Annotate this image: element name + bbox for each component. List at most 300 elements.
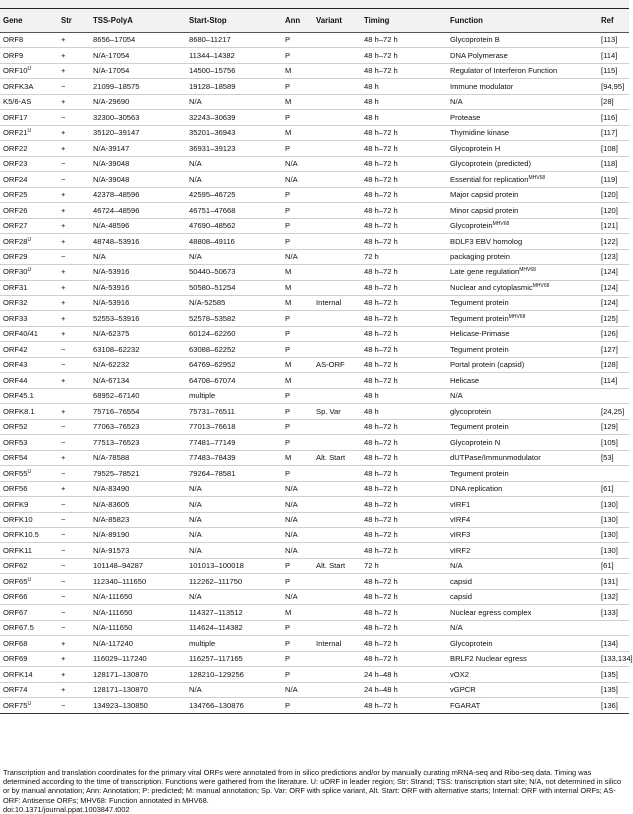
timing-cell bbox=[361, 326, 447, 341]
strand-cell bbox=[58, 156, 90, 171]
reference-cell-text: [130] bbox=[601, 499, 618, 509]
function-cell-text: vIRF1 bbox=[450, 499, 471, 509]
reference-cell bbox=[598, 636, 629, 651]
start-stop-cell bbox=[186, 79, 282, 94]
timing-cell bbox=[361, 605, 447, 620]
reference-cell bbox=[598, 466, 629, 481]
function-cell bbox=[447, 295, 598, 310]
annotation-cell bbox=[282, 543, 313, 558]
timing-cell bbox=[361, 295, 447, 310]
annotation-cell bbox=[282, 295, 313, 310]
annotation-cell-text: P bbox=[285, 236, 291, 246]
gene-cell-text: ORF17 bbox=[3, 112, 28, 122]
tss-polya-cell-text: 46724–48596 bbox=[93, 205, 140, 215]
start-stop-cell-text: 79264–78581 bbox=[189, 468, 236, 478]
strand-cell-text: − bbox=[61, 607, 66, 617]
gene-cell-text: ORF74 bbox=[3, 685, 28, 695]
reference-cell-text: [124] bbox=[601, 298, 618, 308]
table-row bbox=[0, 295, 629, 310]
annotation-cell-text: M bbox=[285, 375, 292, 385]
function-cell-text: vIRF2 bbox=[450, 545, 471, 555]
function-cell-text: Tegument protein bbox=[450, 468, 509, 478]
strand-cell-text: − bbox=[61, 514, 66, 524]
strand-cell-text: − bbox=[61, 437, 66, 447]
strand-cell bbox=[58, 497, 90, 512]
annotation-cell bbox=[282, 605, 313, 620]
tss-polya-cell bbox=[90, 574, 186, 589]
function-cell bbox=[447, 450, 598, 465]
gene-cell bbox=[0, 141, 58, 156]
strand-cell bbox=[58, 404, 90, 419]
strand-cell-text: − bbox=[61, 468, 66, 478]
strand-cell-text: + bbox=[61, 35, 66, 45]
annotation-cell bbox=[282, 558, 313, 573]
column-header: Function bbox=[447, 9, 598, 33]
start-stop-cell-text: N/A bbox=[189, 174, 202, 184]
table-row bbox=[0, 481, 629, 496]
table-row bbox=[0, 110, 629, 125]
reference-cell-text: [24,25] bbox=[601, 406, 625, 416]
function-cell-text: BRLF2 Nuclear egress bbox=[450, 654, 527, 664]
start-stop-cell-text: 75731–76511 bbox=[189, 406, 235, 416]
timing-cell bbox=[361, 63, 447, 78]
variant-cell bbox=[313, 528, 361, 543]
tss-polya-cell bbox=[90, 558, 186, 573]
strand-cell-text: + bbox=[61, 205, 66, 215]
function-cell bbox=[447, 311, 598, 326]
reference-cell bbox=[598, 373, 629, 388]
timing-cell-text: 48 h–72 h bbox=[364, 623, 398, 633]
gene-cell-text: ORF55 bbox=[3, 468, 28, 478]
tss-polya-cell bbox=[90, 528, 186, 543]
start-stop-cell bbox=[186, 373, 282, 388]
gene-cell bbox=[0, 512, 58, 527]
annotation-cell-text: P bbox=[285, 143, 291, 153]
timing-cell bbox=[361, 218, 447, 233]
strand-cell-text: + bbox=[61, 190, 66, 200]
gene-cell bbox=[0, 203, 58, 218]
tss-polya-cell-text: 77513–76523 bbox=[93, 437, 140, 447]
variant-cell bbox=[313, 33, 361, 48]
annotation-cell bbox=[282, 125, 313, 140]
reference-cell bbox=[598, 682, 629, 697]
gene-cell bbox=[0, 404, 58, 419]
timing-cell bbox=[361, 373, 447, 388]
start-stop-cell-text: 52578–53582 bbox=[189, 313, 236, 323]
gene-cell-text: ORFK11 bbox=[3, 545, 32, 555]
start-stop-cell-text: 128210–129256 bbox=[189, 669, 244, 679]
variant-cell bbox=[313, 466, 361, 481]
function-cell-text: capsid bbox=[450, 576, 472, 586]
gene-cell-text: ORF68 bbox=[3, 638, 28, 648]
start-stop-cell bbox=[186, 558, 282, 573]
reference-cell-text: [114] bbox=[601, 50, 618, 60]
annotation-cell bbox=[282, 249, 313, 264]
tss-polya-cell-text: N/A-91573 bbox=[93, 545, 130, 555]
annotation-cell-text: N/A bbox=[285, 174, 298, 184]
tss-polya-cell-text: 75716–76554 bbox=[93, 406, 140, 416]
strand-cell-text: − bbox=[61, 499, 66, 509]
function-cell bbox=[447, 512, 598, 527]
strand-cell bbox=[58, 620, 90, 635]
timing-cell-text: 48 h–72 h bbox=[364, 298, 398, 308]
gene-cell-text: ORF31 bbox=[3, 282, 28, 292]
reference-cell-text: [121] bbox=[601, 221, 618, 231]
gene-cell-superscript: U bbox=[27, 576, 32, 583]
variant-cell-text: Sp. Var bbox=[316, 406, 341, 416]
timing-cell bbox=[361, 357, 447, 372]
start-stop-cell-text: 114624–114382 bbox=[189, 623, 243, 633]
gene-cell bbox=[0, 419, 58, 434]
timing-cell bbox=[361, 249, 447, 264]
start-stop-cell-text: 36931–39123 bbox=[189, 143, 236, 153]
start-stop-cell-text: 64708–67074 bbox=[189, 375, 236, 385]
variant-cell bbox=[313, 574, 361, 589]
annotation-cell bbox=[282, 357, 313, 372]
timing-cell bbox=[361, 574, 447, 589]
annotation-cell bbox=[282, 141, 313, 156]
table-body bbox=[0, 33, 633, 714]
gene-cell bbox=[0, 682, 58, 697]
timing-cell-text: 48 h bbox=[364, 391, 379, 401]
start-stop-cell bbox=[186, 636, 282, 651]
reference-cell-text: [118] bbox=[601, 159, 618, 169]
start-stop-cell-text: 134766–130876 bbox=[189, 700, 244, 710]
function-cell-text: Tegument protein bbox=[450, 298, 509, 308]
reference-cell bbox=[598, 311, 629, 326]
reference-cell bbox=[598, 63, 629, 78]
function-cell bbox=[447, 620, 598, 635]
function-cell bbox=[447, 466, 598, 481]
reference-cell bbox=[598, 342, 629, 357]
reference-cell bbox=[598, 357, 629, 372]
strand-cell bbox=[58, 543, 90, 558]
tss-polya-cell-text: N/A-83605 bbox=[93, 499, 130, 509]
annotation-cell bbox=[282, 172, 313, 187]
reference-cell bbox=[598, 574, 629, 589]
start-stop-cell bbox=[186, 651, 282, 666]
reference-cell-text: [124] bbox=[601, 267, 618, 277]
function-cell bbox=[447, 156, 598, 171]
annotation-cell bbox=[282, 218, 313, 233]
reference-cell bbox=[598, 156, 629, 171]
function-cell bbox=[447, 48, 598, 63]
column-header: Variant bbox=[313, 9, 361, 33]
tss-polya-cell-text: 134923–130850 bbox=[93, 700, 148, 710]
tss-polya-cell bbox=[90, 543, 186, 558]
tss-polya-cell-text: N/A-83490 bbox=[93, 484, 130, 494]
strand-cell bbox=[58, 203, 90, 218]
tss-polya-cell bbox=[90, 79, 186, 94]
variant-cell bbox=[313, 388, 361, 403]
strand-cell-text: − bbox=[61, 592, 66, 602]
reference-cell-text: [128] bbox=[601, 360, 618, 370]
variant-cell-text: Internal bbox=[316, 638, 342, 648]
strand-cell-text: − bbox=[61, 112, 66, 122]
table-row bbox=[0, 543, 629, 558]
timing-cell bbox=[361, 497, 447, 512]
timing-cell bbox=[361, 667, 447, 682]
tss-polya-cell-text: N/A-39147 bbox=[93, 143, 130, 153]
strand-cell-text: + bbox=[61, 329, 66, 339]
variant-cell bbox=[313, 404, 361, 419]
function-cell-text: Glycoprotein bbox=[450, 638, 493, 648]
table-row bbox=[0, 466, 629, 481]
annotation-cell bbox=[282, 373, 313, 388]
strand-cell bbox=[58, 636, 90, 651]
function-cell-text: Portal protein (capsid) bbox=[450, 360, 525, 370]
reference-cell bbox=[598, 388, 629, 403]
annotation-cell-text: N/A bbox=[285, 252, 298, 261]
tss-polya-cell bbox=[90, 172, 186, 187]
gene-cell-text: ORF62 bbox=[3, 561, 28, 571]
table-row bbox=[0, 342, 629, 357]
gene-cell bbox=[0, 234, 58, 249]
strand-cell-text: − bbox=[61, 81, 66, 91]
start-stop-cell-text: 48808–49116 bbox=[189, 236, 235, 246]
reference-cell bbox=[598, 295, 629, 310]
start-stop-cell-text: 11344–14382 bbox=[189, 50, 235, 60]
start-stop-cell-text: 19128–18589 bbox=[189, 81, 236, 91]
annotation-cell-text: P bbox=[285, 437, 291, 447]
reference-cell-text: [94,95] bbox=[601, 81, 625, 91]
timing-cell-text: 48 h–72 h bbox=[364, 174, 398, 184]
annotation-cell bbox=[282, 187, 313, 202]
start-stop-cell-text: 35201–36943 bbox=[189, 128, 236, 138]
strand-cell-text: + bbox=[61, 484, 66, 494]
variant-cell bbox=[313, 156, 361, 171]
table-row bbox=[0, 620, 629, 635]
strand-cell bbox=[58, 63, 90, 78]
start-stop-cell bbox=[186, 388, 282, 403]
tss-polya-cell bbox=[90, 33, 186, 48]
tss-polya-cell-text: N/A-17054 bbox=[93, 50, 130, 60]
strand-cell-text: + bbox=[61, 453, 66, 463]
timing-cell-text: 48 h bbox=[364, 112, 379, 122]
table-row bbox=[0, 558, 629, 573]
reference-cell bbox=[598, 125, 629, 140]
annotation-cell-text: P bbox=[285, 205, 291, 215]
variant-cell bbox=[313, 172, 361, 187]
start-stop-cell bbox=[186, 620, 282, 635]
tss-polya-cell-text: N/A-53916 bbox=[93, 282, 130, 292]
reference-cell-text: [135] bbox=[601, 685, 618, 695]
strand-cell bbox=[58, 280, 90, 295]
tss-polya-cell-text: N/A-85823 bbox=[93, 514, 130, 524]
gene-cell-text: ORF44 bbox=[3, 375, 28, 385]
timing-cell bbox=[361, 187, 447, 202]
gene-cell-text: ORF21 bbox=[3, 128, 28, 138]
gene-cell-text: ORF8 bbox=[3, 35, 24, 45]
gene-cell-text: ORF9 bbox=[3, 50, 24, 60]
timing-cell bbox=[361, 156, 447, 171]
function-cell-text: Essential for replication bbox=[450, 174, 529, 184]
start-stop-cell bbox=[186, 435, 282, 450]
variant-cell bbox=[313, 295, 361, 310]
timing-cell-text: 48 h–72 h bbox=[364, 576, 398, 586]
variant-cell bbox=[313, 311, 361, 326]
strand-cell bbox=[58, 110, 90, 125]
function-cell-text: Nuclear egress complex bbox=[450, 607, 532, 617]
tss-polya-cell bbox=[90, 605, 186, 620]
function-cell-text: Tegument protein bbox=[450, 422, 509, 432]
strand-cell-text: − bbox=[61, 344, 66, 354]
reference-cell bbox=[598, 141, 629, 156]
tss-polya-cell bbox=[90, 280, 186, 295]
timing-cell-text: 48 h–72 h bbox=[364, 50, 398, 60]
gene-cell-text: ORF29 bbox=[3, 252, 28, 261]
tss-polya-cell bbox=[90, 636, 186, 651]
variant-cell bbox=[313, 620, 361, 635]
function-cell bbox=[447, 528, 598, 543]
timing-cell-text: 48 h–72 h bbox=[364, 592, 398, 602]
function-cell bbox=[447, 357, 598, 372]
variant-cell bbox=[313, 342, 361, 357]
function-cell-text: DNA Polymerase bbox=[450, 50, 508, 60]
strand-cell-text: + bbox=[61, 50, 66, 60]
reference-cell-text: [127] bbox=[601, 344, 618, 354]
timing-cell-text: 48 h–72 h bbox=[364, 499, 398, 509]
reference-cell bbox=[598, 110, 629, 125]
gene-cell bbox=[0, 342, 58, 357]
table-row bbox=[0, 589, 629, 604]
tss-polya-cell bbox=[90, 497, 186, 512]
tss-polya-cell bbox=[90, 249, 186, 264]
function-cell-text: Protease bbox=[450, 112, 481, 122]
table-row bbox=[0, 94, 629, 109]
annotation-cell-text: P bbox=[285, 669, 291, 679]
start-stop-cell bbox=[186, 187, 282, 202]
timing-cell bbox=[361, 79, 447, 94]
gene-cell bbox=[0, 466, 58, 481]
strand-cell-text: + bbox=[61, 313, 66, 323]
annotation-cell-text: P bbox=[285, 391, 291, 401]
function-cell-superscript: MHV68 bbox=[508, 313, 526, 320]
strand-cell bbox=[58, 342, 90, 357]
tss-polya-cell-text: 32300–30563 bbox=[93, 112, 140, 122]
gene-cell-text: ORFK8.1 bbox=[3, 406, 35, 416]
timing-cell-text: 48 h–72 h bbox=[364, 66, 398, 76]
table-row bbox=[0, 156, 629, 171]
tss-polya-cell-text: 63108–62232 bbox=[93, 344, 140, 354]
table-row bbox=[0, 419, 629, 434]
tss-polya-cell bbox=[90, 682, 186, 697]
start-stop-cell bbox=[186, 280, 282, 295]
doi-label: doi:10.1371/journal.ppat.1003847.t002 bbox=[3, 804, 130, 814]
tss-polya-cell bbox=[90, 187, 186, 202]
start-stop-cell-text: 114327–113512 bbox=[189, 607, 243, 617]
annotation-cell bbox=[282, 94, 313, 109]
strand-cell bbox=[58, 357, 90, 372]
timing-cell bbox=[361, 141, 447, 156]
table-row bbox=[0, 528, 629, 543]
reference-cell-text: [130] bbox=[601, 530, 618, 540]
column-header: Start-Stop bbox=[186, 9, 282, 33]
function-cell bbox=[447, 187, 598, 202]
table-top-rule bbox=[0, 0, 629, 9]
strand-cell-text: − bbox=[61, 623, 66, 633]
timing-cell-text: 24 h–48 h bbox=[364, 669, 398, 679]
strand-cell bbox=[58, 141, 90, 156]
start-stop-cell-text: 116257–117165 bbox=[189, 654, 243, 664]
function-cell-text: Immune modulator bbox=[450, 81, 514, 91]
annotation-cell-text: P bbox=[285, 50, 291, 60]
annotation-cell bbox=[282, 265, 313, 280]
tss-polya-cell-text: N/A-62232 bbox=[93, 360, 130, 370]
tss-polya-cell bbox=[90, 419, 186, 434]
annotation-cell bbox=[282, 574, 313, 589]
start-stop-cell bbox=[186, 342, 282, 357]
gene-cell-superscript: U bbox=[27, 66, 32, 73]
strand-cell bbox=[58, 528, 90, 543]
timing-cell-text: 48 h–72 h bbox=[364, 360, 398, 370]
annotation-cell bbox=[282, 651, 313, 666]
timing-cell-text: 48 h–72 h bbox=[364, 545, 398, 555]
tss-polya-cell-text: 77063–76523 bbox=[93, 422, 140, 432]
start-stop-cell-text: 46751–47668 bbox=[189, 205, 236, 215]
start-stop-cell bbox=[186, 110, 282, 125]
tss-polya-cell-text: N/A-89190 bbox=[93, 530, 130, 540]
tss-polya-cell-text: N/A-39048 bbox=[93, 159, 130, 169]
start-stop-cell bbox=[186, 125, 282, 140]
gene-cell-text: ORF42 bbox=[3, 344, 28, 354]
gene-cell-text: ORFK3A bbox=[3, 81, 34, 91]
annotation-cell-text: P bbox=[285, 700, 291, 710]
table-row bbox=[0, 450, 629, 465]
reference-cell-text: [124] bbox=[601, 282, 618, 292]
tss-polya-cell bbox=[90, 404, 186, 419]
annotation-cell-text: P bbox=[285, 112, 291, 122]
strand-cell-text: − bbox=[61, 422, 66, 432]
annotation-cell-text: P bbox=[285, 190, 291, 200]
gene-cell-text: ORF24 bbox=[3, 174, 28, 184]
start-stop-cell-text: 101013–100018 bbox=[189, 561, 244, 571]
strand-cell-text: − bbox=[61, 576, 66, 586]
gene-cell bbox=[0, 187, 58, 202]
timing-cell bbox=[361, 512, 447, 527]
function-cell-text: Minor capsid protein bbox=[450, 205, 519, 215]
reference-cell-text: [61] bbox=[601, 561, 614, 571]
reference-cell bbox=[598, 528, 629, 543]
gene-cell-text: ORF54 bbox=[3, 453, 28, 463]
gene-cell bbox=[0, 110, 58, 125]
start-stop-cell bbox=[186, 682, 282, 697]
reference-cell-text: [132] bbox=[601, 592, 618, 602]
function-cell bbox=[447, 110, 598, 125]
timing-cell-text: 48 h–72 h bbox=[364, 128, 398, 138]
start-stop-cell bbox=[186, 419, 282, 434]
timing-cell bbox=[361, 620, 447, 635]
variant-cell bbox=[313, 125, 361, 140]
table-row bbox=[0, 33, 629, 48]
annotation-cell bbox=[282, 497, 313, 512]
reference-cell-text: [105] bbox=[601, 437, 618, 447]
reference-cell bbox=[598, 265, 629, 280]
start-stop-cell-text: N/A bbox=[189, 499, 202, 509]
table-row bbox=[0, 187, 629, 202]
strand-cell bbox=[58, 326, 90, 341]
strand-cell bbox=[58, 558, 90, 573]
annotation-cell bbox=[282, 280, 313, 295]
gene-cell bbox=[0, 295, 58, 310]
function-cell-text: Tegument protein bbox=[450, 313, 509, 323]
timing-cell-text: 48 h–72 h bbox=[364, 607, 398, 617]
start-stop-cell bbox=[186, 481, 282, 496]
start-stop-cell bbox=[186, 156, 282, 171]
reference-cell-text: [108] bbox=[601, 143, 618, 153]
annotation-cell bbox=[282, 698, 313, 713]
timing-cell-text: 48 h–72 h bbox=[364, 313, 398, 323]
